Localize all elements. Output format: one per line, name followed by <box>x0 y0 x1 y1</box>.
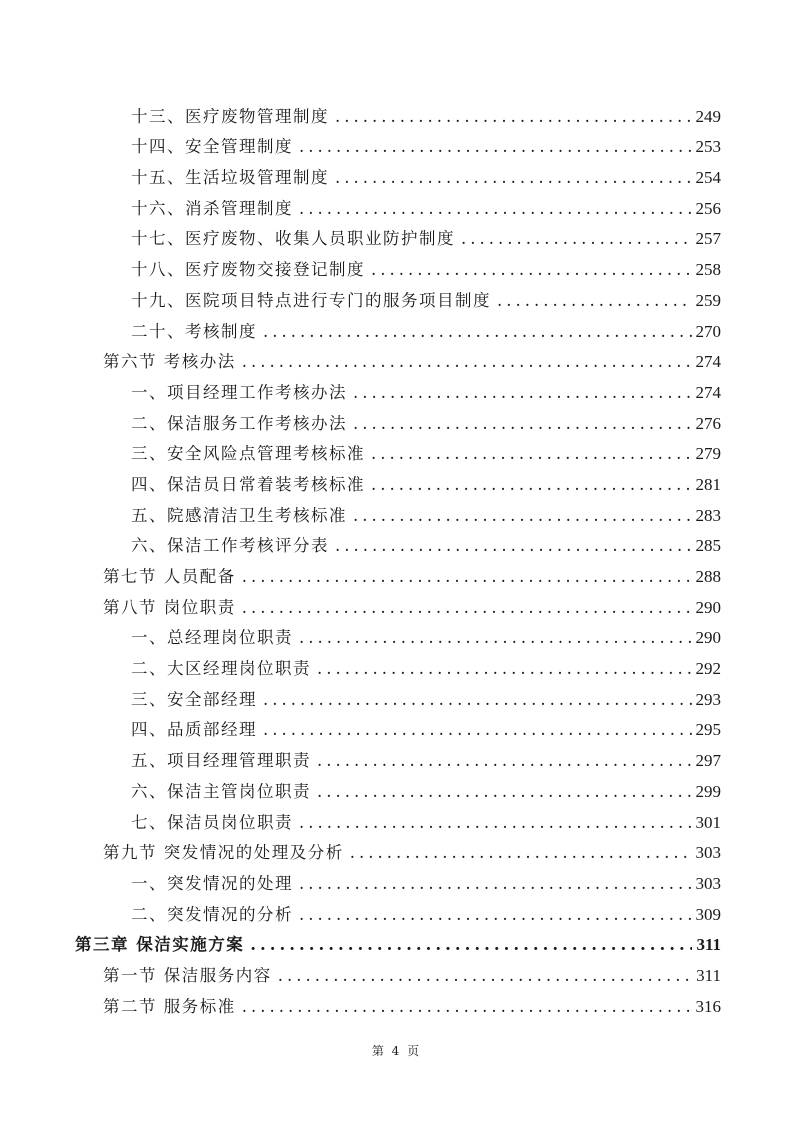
dot-leader <box>278 966 692 986</box>
toc-entry[interactable] <box>0 219 793 250</box>
toc-entry[interactable] <box>0 863 793 894</box>
toc-entry-title: 第三章 保洁实施方案 <box>75 935 245 955</box>
toc-entry-page: 270 <box>695 321 721 341</box>
dot-leader <box>263 690 692 710</box>
dot-leader <box>242 567 692 587</box>
toc-entry[interactable] <box>0 157 793 188</box>
toc-entry[interactable] <box>0 403 793 434</box>
toc-entry[interactable] <box>0 679 793 710</box>
toc-entry-page: 295 <box>695 720 721 740</box>
toc-entry-title: 十五、生活垃圾管理制度 <box>131 168 329 188</box>
toc-entry-page: 258 <box>695 260 721 280</box>
toc-entry-title: 一、项目经理工作考核办法 <box>131 382 347 402</box>
toc-entry-page: 297 <box>695 751 721 771</box>
toc-section[interactable] <box>0 833 793 864</box>
toc-entry-page: 285 <box>695 536 721 556</box>
dot-leader <box>371 475 692 495</box>
toc-entry-page: 301 <box>695 812 721 832</box>
toc-entry-page: 254 <box>695 168 721 188</box>
dot-leader <box>335 168 692 188</box>
toc-entry[interactable] <box>0 495 793 526</box>
toc-entry-page: 316 <box>695 996 721 1016</box>
toc-entry-title: 四、保洁员日常着装考核标准 <box>131 474 365 494</box>
dot-leader <box>461 229 692 249</box>
toc-entry-page: 303 <box>695 873 721 893</box>
toc-entry-title: 二十、考核制度 <box>131 321 257 341</box>
toc-entry-page: 253 <box>695 137 721 157</box>
toc-entry-title: 二、大区经理岗位职责 <box>131 659 311 679</box>
toc-entry-page: 274 <box>695 382 721 402</box>
toc-entry[interactable] <box>0 740 793 771</box>
toc-entry-page: 290 <box>695 628 721 648</box>
dot-leader <box>353 414 692 434</box>
dot-leader <box>353 383 692 403</box>
toc-entry-title: 第六节 考核办法 <box>103 352 236 372</box>
dot-leader <box>335 107 692 127</box>
toc-entry-page: 299 <box>695 781 721 801</box>
toc-entry[interactable] <box>0 249 793 280</box>
toc-entry-page: 311 <box>696 965 721 985</box>
toc-entry-page: 276 <box>695 413 721 433</box>
toc-entry[interactable] <box>0 710 793 741</box>
toc-entry-page: 279 <box>695 444 721 464</box>
table-of-contents <box>0 96 793 1017</box>
dot-leader <box>497 291 692 311</box>
toc-entry-page: 290 <box>695 597 721 617</box>
toc-entry-title: 十七、医疗废物、收集人员职业防护制度 <box>131 229 455 249</box>
toc-entry[interactable] <box>0 280 793 311</box>
toc-entry-title: 三、安全部经理 <box>131 689 257 709</box>
toc-entry-page: 281 <box>695 474 721 494</box>
dot-leader <box>263 322 692 342</box>
toc-entry[interactable] <box>0 434 793 465</box>
dot-leader <box>317 782 692 802</box>
toc-section[interactable] <box>0 556 793 587</box>
toc-entry-title: 二、突发情况的分析 <box>131 904 293 924</box>
toc-entry-page: 249 <box>695 106 721 126</box>
dot-leader <box>350 843 692 863</box>
dot-leader <box>371 260 692 280</box>
dot-leader <box>263 720 692 740</box>
toc-entry-title: 一、总经理岗位职责 <box>131 628 293 648</box>
toc-entry[interactable] <box>0 464 793 495</box>
dot-leader <box>335 536 692 556</box>
toc-entry-title: 十六、消杀管理制度 <box>131 198 293 218</box>
dot-leader <box>299 813 692 833</box>
toc-entry[interactable] <box>0 372 793 403</box>
toc-chapter[interactable] <box>0 925 793 956</box>
dot-leader <box>242 997 692 1017</box>
toc-entry-title: 二、保洁服务工作考核办法 <box>131 413 347 433</box>
toc-entry-title: 十四、安全管理制度 <box>131 137 293 157</box>
toc-entry-page: 293 <box>695 689 721 709</box>
toc-entry-page: 311 <box>696 935 721 955</box>
toc-entry-title: 第七节 人员配备 <box>103 567 236 586</box>
dot-leader <box>250 935 692 955</box>
toc-entry[interactable] <box>0 894 793 925</box>
toc-entry-page: 256 <box>695 198 721 218</box>
toc-entry-title: 第一节 保洁服务内容 <box>103 965 272 985</box>
toc-entry[interactable] <box>0 311 793 342</box>
dot-leader <box>242 352 692 372</box>
toc-entry-title: 六、保洁主管岗位职责 <box>131 781 311 801</box>
toc-entry-page: 283 <box>695 505 721 525</box>
dot-leader <box>317 751 692 771</box>
toc-section[interactable] <box>0 955 793 986</box>
toc-entry[interactable] <box>0 802 793 833</box>
dot-leader <box>353 506 692 526</box>
toc-entry[interactable] <box>0 771 793 802</box>
toc-entry[interactable] <box>0 648 793 679</box>
toc-entry-title: 第九节 突发情况的处理及分析 <box>103 843 344 863</box>
toc-entry-title: 六、保洁工作考核评分表 <box>131 536 329 556</box>
toc-entry-title: 一、突发情况的处理 <box>131 873 293 893</box>
toc-entry-page: 257 <box>695 229 721 249</box>
toc-entry-title: 三、安全风险点管理考核标准 <box>131 444 365 464</box>
dot-leader <box>371 444 692 464</box>
toc-entry-title: 第二节 服务标准 <box>103 996 236 1016</box>
toc-entry-title: 第八节 岗位职责 <box>103 597 236 617</box>
toc-entry[interactable] <box>0 526 793 557</box>
toc-section[interactable] <box>0 986 793 1017</box>
dot-leader <box>299 137 692 157</box>
toc-entry[interactable] <box>0 188 793 219</box>
dot-leader <box>299 874 692 894</box>
dot-leader <box>299 905 692 925</box>
toc-entry-page: 309 <box>695 904 721 924</box>
toc-entry[interactable] <box>0 618 793 649</box>
toc-entry[interactable] <box>0 96 793 127</box>
toc-entry-page: 274 <box>695 352 721 372</box>
toc-entry-title: 五、项目经理管理职责 <box>131 751 311 771</box>
dot-leader <box>242 598 692 618</box>
toc-section[interactable] <box>0 587 793 618</box>
page-footer: 第 4 页 <box>371 1044 422 1058</box>
dot-leader <box>317 659 692 679</box>
toc-entry-title: 五、院感清洁卫生考核标准 <box>131 505 347 525</box>
toc-entry-title: 十九、医院项目特点进行专门的服务项目制度 <box>131 290 491 310</box>
toc-entry-title: 十八、医疗废物交接登记制度 <box>131 260 365 280</box>
dot-leader <box>299 199 692 219</box>
toc-entry-title: 七、保洁员岗位职责 <box>131 812 293 832</box>
dot-leader <box>299 628 692 648</box>
toc-entry[interactable] <box>0 127 793 158</box>
toc-entry-page: 303 <box>695 843 721 863</box>
toc-entry-title: 四、品质部经理 <box>131 720 257 740</box>
toc-entry-page: 292 <box>695 659 721 679</box>
toc-entry-title: 十三、医疗废物管理制度 <box>131 106 329 126</box>
toc-section[interactable] <box>0 342 793 373</box>
toc-entry-page: 259 <box>695 290 721 310</box>
toc-entry-page: 288 <box>695 567 721 586</box>
